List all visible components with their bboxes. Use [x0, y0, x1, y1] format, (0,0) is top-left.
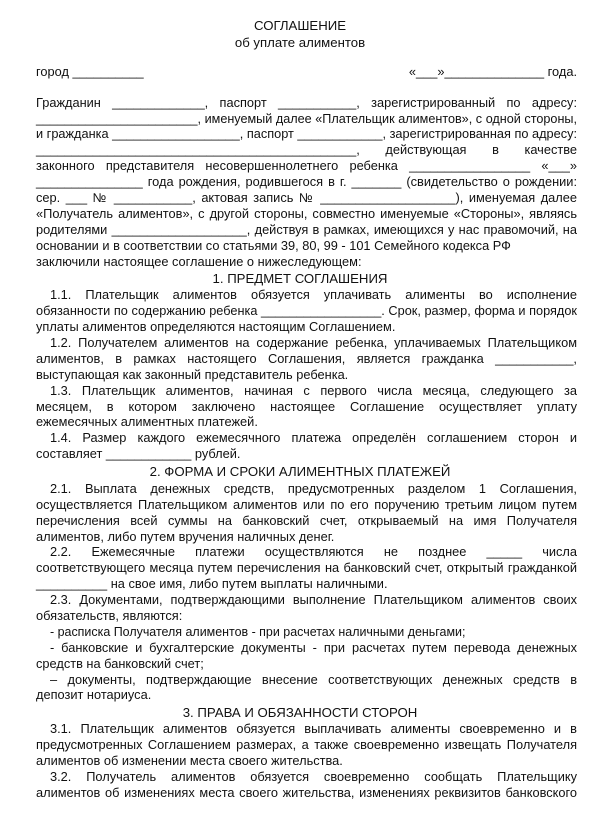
- section-line: предусмотренных Соглашением размерах, а также своевременно извещать Получателя: [36, 737, 577, 753]
- section-line: 2.3. Документами, подтверждающими выполнение Плательщиком алиментов своих: [50, 592, 577, 608]
- section-line: алиментов, в рамках настоящего Соглашения, является гражданка ___________,: [36, 350, 577, 366]
- preamble-line: _______________________, именуемый далее «Плательщик алиментов», с одной стороны,: [36, 111, 577, 126]
- section-line: ежемесячных алиментных платежей.: [36, 414, 258, 430]
- preamble-line: основании и в соответствии со статьями 39, 80, 99 - 101 Семейного кодекса РФ: [36, 237, 511, 253]
- document-title: СОГЛАШЕНИЕ: [253, 18, 347, 33]
- section-line: алиментов об изменениях места своего жительства, изменениях реквизитов банковского: [36, 784, 577, 800]
- section-line: средств на банковский счет;: [36, 655, 204, 671]
- section-line: - банковские и бухгалтерские документы - при расчетах путем перевода денежных: [50, 639, 577, 655]
- section-line: обязанности по содержанию ребенка _________________. Срок, размер, форма и порядок: [36, 303, 577, 319]
- document-subtitle: об уплате алиментов: [234, 35, 366, 50]
- section-line: 3.2. Получатель алиментов обязуется своевременно сообщать Плательщику: [50, 768, 577, 784]
- preamble-line: заключили настоящее соглашение о нижеследующем:: [36, 253, 362, 269]
- section-line: 2.2. Ежемесячные платежи осуществляются не позднее _____ числа: [50, 544, 577, 560]
- section-line: перечисления всей суммы на банковский счет, открываемый на имя Получателя: [36, 512, 577, 528]
- section-line: депозит нотариуса.: [36, 687, 152, 703]
- preamble-line: «Получатель алиментов», с другой стороны, совместно именуемые «Стороны», являясь: [36, 205, 577, 221]
- preamble-line: и гражданка __________________, паспорт ____________, зарегистрированная по адресу:: [36, 126, 577, 142]
- section-line: обязательств, являются:: [36, 607, 183, 623]
- section-line: алиментов об изменении места своего жительства.: [36, 752, 343, 768]
- section-line: 1.3. Плательщик алиментов, начиная с первого числа месяца, следующего за: [50, 382, 577, 398]
- section-line: выступающая как законный представитель ребенка.: [36, 366, 349, 382]
- section-heading: 2. ФОРМА И СРОКИ АЛИМЕНТНЫХ ПЛАТЕЖЕЙ: [149, 464, 451, 479]
- section-line: - расписка Получателя алиментов - при расчетах наличными деньгами;: [50, 624, 466, 639]
- preamble-line: родителями ___________________, действуя в рамках, имеющихся у нас правомочий, на: [36, 221, 577, 237]
- section-line: 1.4. Размер каждого ежемесячного платежа определён соглашением сторон и: [50, 430, 577, 446]
- section-line: 1.2. Получателем алиментов на содержание ребенка, уплачиваемых Плательщиком: [50, 334, 577, 350]
- section-line: осуществляется Плательщиком алиментов или по его поручению третьим лицом путем: [36, 496, 577, 512]
- preamble-line: сер. ___ № ___________, актовая запись № ___________________), именуемая далее: [36, 190, 577, 206]
- section-line: 1.1. Плательщик алиментов обязуется уплачивать алименты во исполнение: [50, 287, 577, 303]
- section-line: соответствующего месяца путем перечисления на банковский счет, открытый гражданкой: [36, 560, 577, 576]
- section-heading: 1. ПРЕДМЕТ СОГЛАШЕНИЯ: [212, 271, 388, 287]
- section-line: – документы, подтверждающие внесение соответствующих денежных средств в: [50, 671, 577, 687]
- preamble-line: Гражданин _____________, паспорт ___________, зарегистрированный по адресу:: [36, 94, 577, 110]
- preamble-line: _____________________________________________, действующая в качестве: [36, 142, 577, 158]
- section-line: месяцем, в котором заключено настоящее Соглашение осуществляет уплату: [36, 398, 577, 414]
- section-heading: 3. ПРАВА И ОБЯЗАННОСТИ СТОРОН: [182, 705, 418, 721]
- preamble-line: _______________ года рождения, родившегося в г. _______ (свидетельство о рождении:: [36, 174, 577, 190]
- section-line: уплаты алиментов определяются настоящим Соглашением.: [36, 319, 396, 335]
- preamble-line: законного представителя несовершеннолетнего ребенка _________________ «___»: [36, 158, 577, 174]
- date-field: «___»______________ года.: [408, 64, 577, 79]
- section-line: 3.1. Плательщик алиментов обязуется выплачивать алименты своевременно и в: [50, 721, 577, 737]
- section-line: составляет ____________ рублей.: [36, 446, 241, 462]
- section-line: __________ на свое имя, либо путем выплаты наличными.: [36, 576, 388, 592]
- section-line: алиментов, либо путем вручения наличных денег.: [36, 528, 335, 544]
- city-field: город __________: [36, 64, 144, 79]
- section-line: 2.1. Выплата денежных средств, предусмотренных разделом 1 Соглашения,: [50, 480, 577, 496]
